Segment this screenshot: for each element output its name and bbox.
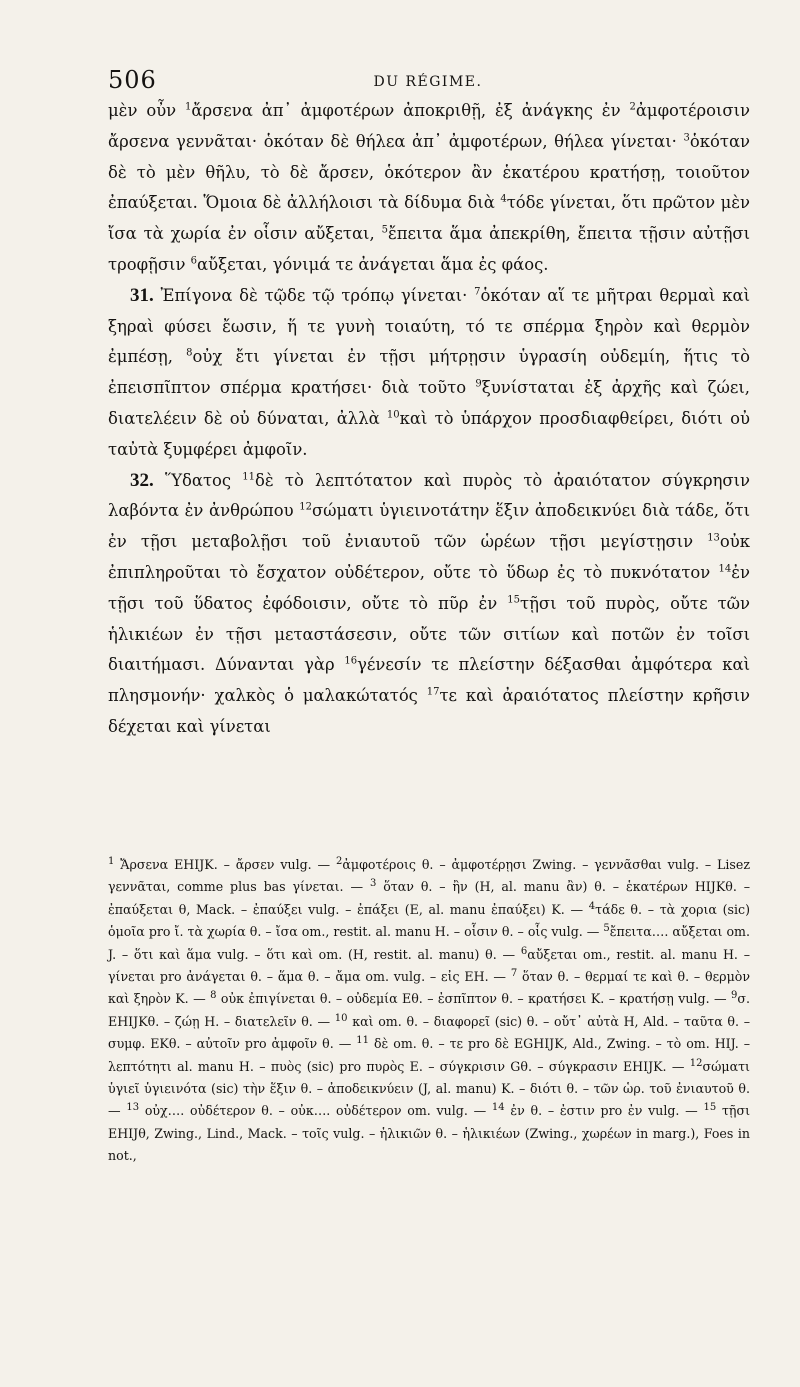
note-reference: 11 — [242, 471, 256, 483]
note-reference: 3 — [369, 878, 377, 890]
running-title: DU RÉGIME. — [373, 74, 483, 90]
page-number: 506 — [108, 66, 157, 94]
note-reference: 10 — [334, 1012, 348, 1024]
note-reference: 9 — [731, 990, 738, 1002]
paragraph-31: 31. Ἐπίγονα δὲ τῷδε τῷ τρόπῳ γίνεται· $^7$ὁκόταν αἵ τε μῆτραι θερμαὶ καὶ ξηραὶ φύσει ἔωσιν, ἥ τε γυνὴ τοιαύτη, τό τε σπέρμα ξηρὸν καὶ θερμὸν ἐμπέσῃ, $^8$οὐχ ἔτι γίνεται ἐν τῇσι μήτρῃσιν ὑγρασίη οὐδεμίη, ἥτις τὸ ἐπεισπῖπτον σπέρμα κρατήσει· διὰ τοῦτο $^9$ξυνίσταται ἐξ ἀρχῆς καὶ ζώει, διατελέειν δὲ οὐ δύναται, ἀλλὰ $^{10}$καὶ τὸ ὑπάρχον προσδιαφθείρει, διότι οὐ ταὐτὰ ξυμφέρει ἀμφοῖν. — [108, 284, 751, 459]
note-reference: 7 — [510, 967, 518, 979]
paragraph-continuation: μὲν οὖν $^1$ἄρσενα ἀπ᾽ ἀμφοτέρων ἀποκριθῇ, ἐξ ἀνάγκης ἐν $^2$ἀμφοτέροισιν ἄρσενα γεννᾶται· ὁκόταν δὲ θήλεα ἀπ᾽ ἀμφοτέρων, θήλεα γίνεται· $^3$ὁκόταν δὲ τὸ μὲν θῆλυ, τὸ δὲ ἄρσεν, ὁκότερον ἂν ἑκατέρου κρατήσῃ, τοιοῦτον ἐπαύξεται. Ὅμοια δὲ ἀλλήλοισι τὰ δίδυμα διὰ $^4$τόδε γίνεται, ὅτι πρῶτον μὲν ἴσα τὰ χωρία ἐν οἷσιν αὔξεται, $^5$ἔπειτα ἅμα ἀπεκρίθη, ἔπειτα τῇσιν αὐτῇσι τροφῇσιν $^6$αὔξεται, γόνιμά τε ἀνάγεται ἅμα ἐς φάος. — [108, 101, 750, 274]
note-reference: 10 — [386, 409, 400, 421]
footnote-block: $^1$ Ἄρσενα EHIJK. – ἄρσεν vulg. — $^2$ἀμφοτέροις θ. – ἀμφοτέρῃσι Zwing. – γεννᾶσθαι vulg. – Lisez γεννᾶται, comme plus bas γίνεται. — $^3$ ὅταν θ. – ἢν (H, al. manu ἂν) θ. – ἑκατέρων HIJKθ. – ἐπαύξεται θ, Mack. – ἐπαύξει vulg. – ἐπάξει (E, al. manu ἐπαύξει) K. — $^4$τάδε θ. – τὰ χορια (sic) ὁμοῖα pro ἴ. τὰ χωρία θ. – ἴσα om., restit. al. manu H. – οἷσιν θ. – οἷς vulg. — $^5$ἔπειτα…. αὔξεται om. J. – ὅτι καὶ ἅμα vulg. – ὅτι καὶ om. (H, restit. al. manu) θ. — $^6$αὔξεται om., restit. al. manu H. – γίνεται pro ἀνάγεται θ. – ἅμα θ. – ἄμα om. vulg. – εἰς EH. — $^7$ ὅταν θ. – θερμαί τε καὶ θ. – θερμὸν καὶ ξηρὸν K. — $^8$ οὐκ ἐπιγίνεται θ. – οὐδεμία Eθ. – ἐσπῖπτον θ. – κρατήσει K. – κρατήσῃ vulg. — $^9$σ. EHIJKθ. – ζώῃ H. – διατελεῖν θ. — $^{10}$ καὶ om. θ. – διαφορεῖ (sic) θ. – οὔτ᾽ αὐτὰ H, Ald. – ταῦτα θ. – συμφ. EKθ. – αὐτοῖν pro ἀμφοῖν θ. — $^{11}$ δὲ om. θ. – τε pro δὲ EGHIJK, Ald., Zwing. – τὸ om. HIJ. – λεπτότητι al. manu H. – πυὸς (sic) pro πυρὸς E. – σύγκρισιν Gθ. – σύγκρασιν EHIJK. — $^{12}$σώματι ὑγιεῖ ὑγιεινότα (sic) τὴν ἕξιν θ. – ἀποδεικνύειν (J, al. manu) K. – διότι θ. – τῶν ὡρ. τοῦ ἐνιαυτοῦ θ. — $^{13}$ οὐχ…. οὐδέτερον θ. – οὐκ…. οὐδέτερον om. vulg. — $^{14}$ ἐν θ. – ἐστιν pro ἐν vulg. — $^{15}$ τῇσι EHIJθ, Zwing., Lind., Mack. – τοῖς vulg. – ἡλικιῶν θ. – ἡλικιέων (Zwing., χωρέων in marg.), Foes in not., — [108, 855, 751, 1164]
note-reference: 12 — [299, 501, 312, 513]
note-reference: 6 — [520, 945, 528, 957]
note-reference: 13 — [707, 532, 720, 544]
note-reference: 2 — [629, 101, 636, 113]
note-reference: 16 — [344, 655, 358, 667]
page-header — [108, 66, 748, 96]
note-reference: 1 — [108, 855, 115, 867]
note-reference: 6 — [190, 255, 198, 267]
note-reference: 8 — [210, 990, 217, 1002]
note-reference: 14 — [718, 563, 732, 575]
note-reference: 5 — [603, 923, 610, 935]
note-reference: 4 — [500, 193, 507, 205]
note-reference: 14 — [491, 1102, 505, 1114]
section-number: 31. — [130, 284, 154, 306]
note-reference: 7 — [474, 286, 481, 298]
main-text — [108, 96, 750, 743]
section-number: 32. — [130, 469, 154, 491]
note-reference: 9 — [475, 378, 482, 390]
note-reference: 13 — [126, 1102, 140, 1114]
note-reference: 2 — [336, 855, 343, 867]
note-reference: 3 — [683, 132, 690, 144]
note-reference: 15 — [507, 594, 521, 606]
note-reference: 17 — [426, 686, 440, 698]
note-reference: 15 — [703, 1102, 717, 1114]
note-reference: 11 — [356, 1035, 370, 1047]
footnotes — [108, 854, 750, 1168]
note-reference: 1 — [185, 101, 192, 113]
paragraph-32: 32. Ὕδατος $^{11}$δὲ τὸ λεπτότατον καὶ πυρὸς τὸ ἀραιότατον σύγκρησιν λαβόντα ἐν ἀνθρώπου $^{12}$σώματι ὑγιεινοτάτην ἕξιν ἀποδεικνύει διὰ τάδε, ὅτι ἐν τῇσι μεταβολῇσι τοῦ ἐνιαυτοῦ τῶν ὡρέων τῇσι μεγίστῃσιν $^{13}$οὐκ ἐπιπληροῦται τὸ ἔσχατον οὐδέτερον, οὔτε τὸ ὕδωρ ἐς τὸ πυκνότατον $^{14}$ἐν τῇσι τοῦ ὕδατος ἐφόδοισιν, οὔτε τὸ πῦρ ἐν $^{15}$τῇσι τοῦ πυρὸς, οὔτε τῶν ἡλικιέων ἐν τῇσι μεταστάσεσιν, οὔτε τῶν σιτίων καὶ ποτῶν ἐν τοῖσι διαιτήμασι. Δύνανται γὰρ $^{16}$γένεσίν τε πλείστην δέξασθαι ἀμφότερα καὶ πλησμονήν· χαλκὸς ὁ μαλακώτατός $^{17}$τε καὶ ἀραιότατος πλείστην κρῆσιν δέχεται καὶ γίνεται — [108, 469, 751, 736]
note-reference: 8 — [186, 347, 193, 359]
note-reference: 5 — [381, 224, 388, 236]
note-reference: 4 — [588, 900, 596, 912]
note-reference: 12 — [689, 1057, 703, 1069]
